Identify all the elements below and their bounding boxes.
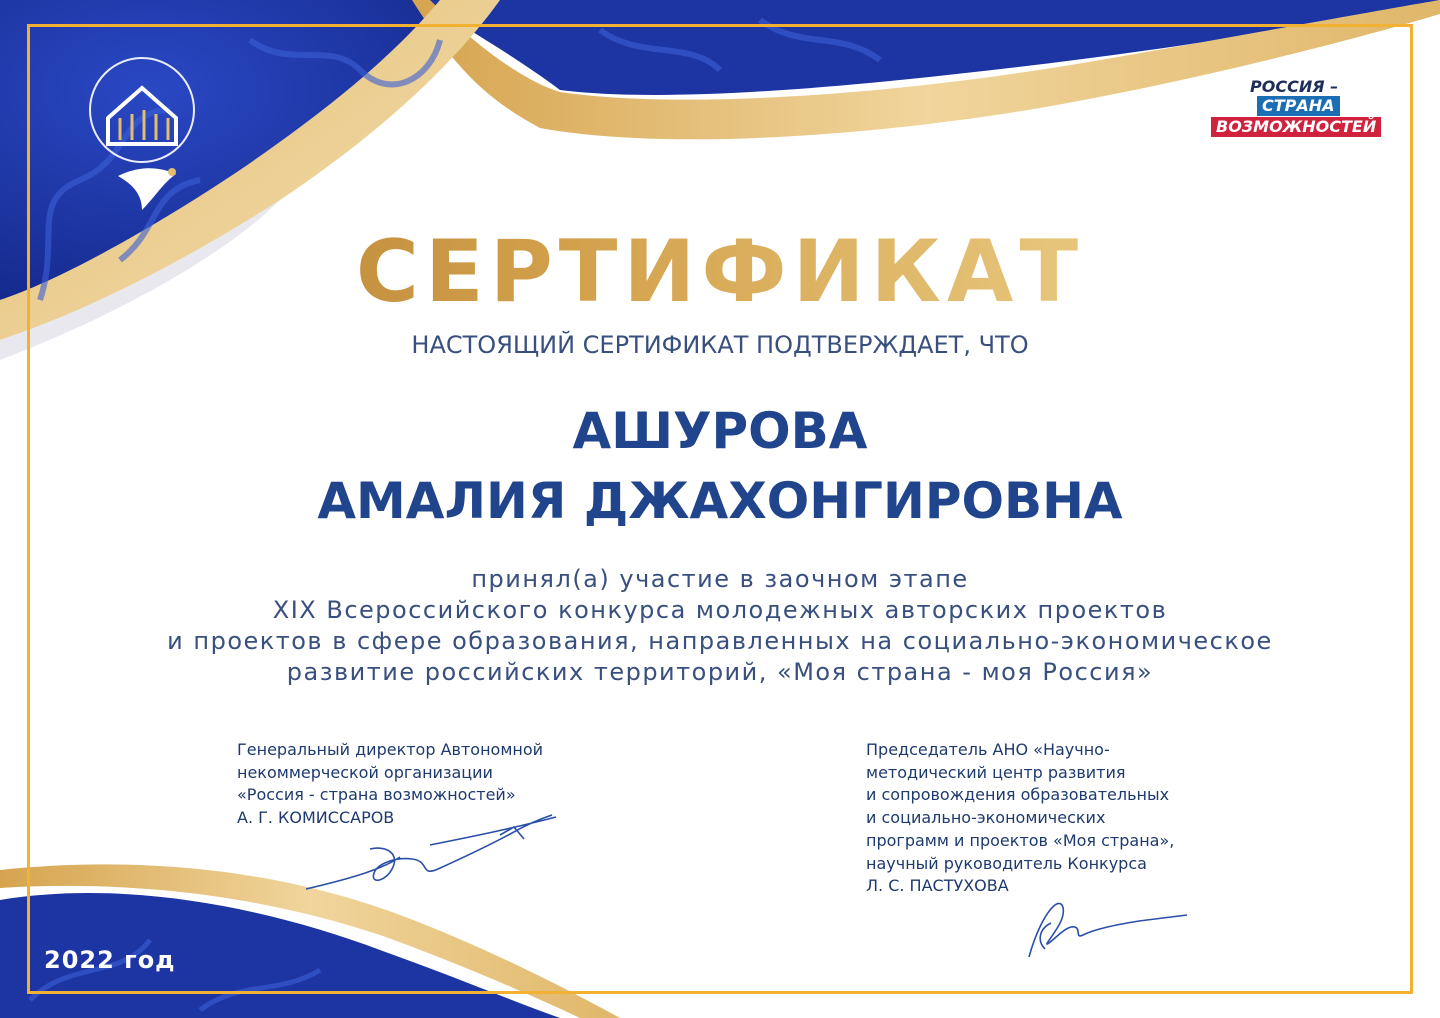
signatory-right-line: методический центр развития <box>866 762 1126 782</box>
signatory-right-line: и сопровождения образовательных <box>866 785 1170 805</box>
project-emblem-icon <box>58 48 228 228</box>
rsv-logo <box>1205 73 1385 143</box>
rsv-logo-line2: СТРАНА <box>1257 96 1340 116</box>
rsv-logo-line3: ВОЗМОЖНОСТЕЙ <box>1211 117 1381 137</box>
signatory-right-name: Л. С. ПАСТУХОВА <box>866 876 1009 896</box>
signatory-left-name: А. Г. КОМИССАРОВ <box>237 808 395 828</box>
signatory-left-line: некоммерческой организации <box>237 762 493 782</box>
description-line: развитие российских территорий, «Моя страна - моя Россия» <box>286 658 1154 686</box>
signature-left <box>300 805 570 900</box>
signatory-right-line: научный руководитель Конкурса <box>866 853 1147 873</box>
description-line: принял(а) участие в заочном этапе <box>471 565 969 593</box>
certificate-subtitle: НАСТОЯЩИЙ СЕРТИФИКАТ ПОДТВЕРЖДАЕТ, ЧТО <box>411 331 1029 359</box>
certificate-title: СЕРТИФИКАТ <box>0 222 1440 322</box>
project-logo <box>58 48 228 228</box>
rsv-logo-line1: РОССИЯ – <box>1245 77 1343 97</box>
recipient-given-names: АМАЛИЯ ДЖАХОНГИРОВНА <box>317 472 1123 530</box>
participation-description <box>40 564 1400 688</box>
signatory-left-line: Генеральный директор Автономной <box>237 740 544 759</box>
signatory-right-line: и социально-экономических <box>866 808 1106 828</box>
signatory-left-line: «Россия - страна возможностей» <box>237 785 516 805</box>
signatory-right-line: Председатель АНО «Научно- <box>866 740 1110 759</box>
signature-right <box>1015 885 1195 965</box>
recipient-surname: АШУРОВА <box>572 402 868 460</box>
description-line: XIX Всероссийского конкурса молодежных авторских проектов <box>272 596 1168 624</box>
signatory-right <box>866 739 1174 898</box>
description-line: и проектов в сфере образования, направленных на социально-экономическое <box>167 627 1273 655</box>
certificate-year: 2022 год <box>44 946 176 974</box>
signatory-right-line: программ и проектов «Моя страна», <box>866 830 1175 850</box>
